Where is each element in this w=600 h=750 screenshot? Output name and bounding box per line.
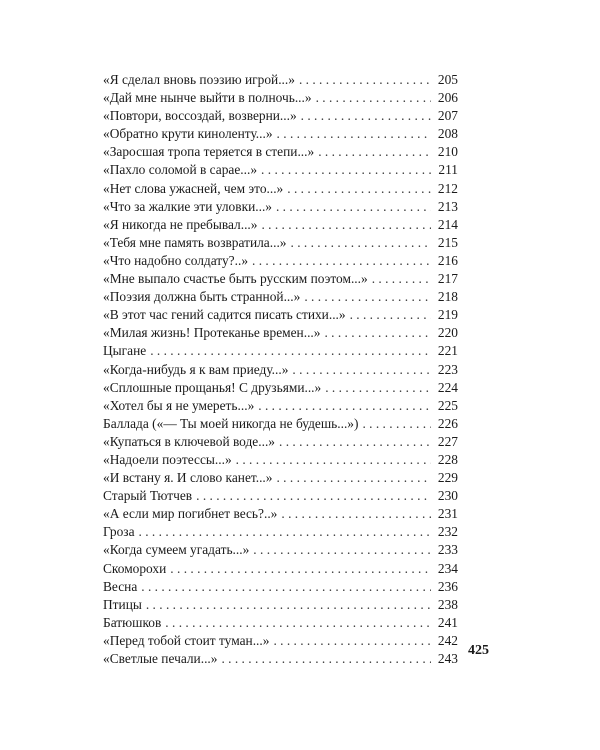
dot-leader <box>252 252 431 270</box>
toc-entry-title: Весна <box>103 578 138 594</box>
toc-entry-page: 214 <box>437 216 458 232</box>
toc-entry-page: 236 <box>437 578 458 594</box>
toc-entry-title: Баллада («— Ты моей никогда не будешь...») <box>103 415 359 431</box>
toc-entry-page: 226 <box>437 415 458 431</box>
toc-entry <box>103 379 458 397</box>
toc-entry <box>103 523 458 541</box>
dot-leader <box>277 125 431 143</box>
dot-leader <box>236 451 431 469</box>
toc-entry-page: 224 <box>437 379 458 395</box>
toc-entry-title: «Дай мне нынче выйти в полночь...» <box>103 90 312 106</box>
dot-leader <box>318 143 431 161</box>
toc-entry-page: 208 <box>437 126 458 142</box>
dot-leader <box>304 288 431 306</box>
toc-entry-title: «Надоели поэтессы...» <box>103 451 232 467</box>
toc-entry-title: «И встану я. И слово канет...» <box>103 470 273 486</box>
toc-entry <box>103 433 458 451</box>
toc-entry-page: 241 <box>437 614 458 630</box>
toc-entry <box>103 324 458 342</box>
toc-entry-title: «Повтори, воссоздай, возверни...» <box>103 108 297 124</box>
toc-entry-title: «Перед тобой стоит туман...» <box>103 632 270 648</box>
toc-entry-page: 206 <box>437 90 458 106</box>
toc-entry-title: «Сплошные прощанья! С друзьями...» <box>103 379 322 395</box>
dot-leader <box>139 523 431 541</box>
toc-entry-page: 210 <box>437 144 458 160</box>
toc-entry-page: 243 <box>437 651 458 666</box>
dot-leader <box>350 306 431 324</box>
toc-entry <box>103 541 458 559</box>
dot-leader <box>276 198 431 216</box>
toc-entry-page: 213 <box>437 198 458 214</box>
dot-leader <box>316 89 431 107</box>
toc-entry-page: 234 <box>437 560 458 576</box>
toc-entry <box>103 596 458 614</box>
dot-leader <box>141 578 431 596</box>
dot-leader <box>279 433 431 451</box>
toc-entry-page: 215 <box>437 234 458 250</box>
toc-entry <box>103 198 458 216</box>
toc-entry-page: 229 <box>437 470 458 486</box>
toc-entry-title: Гроза <box>103 524 135 540</box>
toc-entry <box>103 397 458 415</box>
toc-entry-page: 220 <box>437 325 458 341</box>
dot-leader <box>276 469 431 487</box>
toc-entry <box>103 578 458 596</box>
dot-leader <box>146 596 431 614</box>
dot-leader <box>258 397 431 415</box>
toc-entry-title: «Что надобно солдату?..» <box>103 252 249 268</box>
toc-entry-title: Скоморохи <box>103 560 167 576</box>
toc-entry-page: 221 <box>437 343 458 359</box>
toc-entry-page: 212 <box>437 180 458 196</box>
toc-entry-page: 238 <box>437 596 458 612</box>
toc-entry-page: 216 <box>437 252 458 268</box>
toc-entry-title: Цыгане <box>103 343 147 359</box>
dot-leader <box>170 560 431 578</box>
toc-entry <box>103 180 458 198</box>
toc-entry <box>103 306 458 324</box>
toc-entry-title: Птицы <box>103 596 142 612</box>
toc-entry-title: «Я сделал вновь поэзию игрой...» <box>103 72 295 87</box>
toc-entry-title: «Я никогда не пребывал...» <box>103 216 258 232</box>
dot-leader <box>150 342 431 360</box>
dot-leader <box>292 361 431 379</box>
toc-entry <box>103 143 458 161</box>
dot-leader <box>253 541 431 559</box>
toc-entry-title: «Что за жалкие эти уловки...» <box>103 198 272 214</box>
table-of-contents <box>103 71 458 668</box>
dot-leader <box>291 234 432 252</box>
toc-entry-page: 242 <box>437 632 458 648</box>
dot-leader <box>261 161 431 179</box>
toc-entry-title: «Нет слова ужасней, чем это...» <box>103 180 284 196</box>
toc-entry <box>103 361 458 379</box>
toc-entry-title: «Пахло соломой в сарае...» <box>103 162 258 178</box>
toc-entry <box>103 71 458 89</box>
toc-entry-title: Батюшков <box>103 614 162 630</box>
toc-entry <box>103 216 458 234</box>
toc-entry-page: 231 <box>437 506 458 522</box>
toc-entry-page: 225 <box>437 397 458 413</box>
toc-entry-page: 211 <box>438 162 458 178</box>
toc-entry <box>103 487 458 505</box>
toc-entry-title: «Тебя мне память возвратила...» <box>103 234 287 250</box>
toc-entry-page: 232 <box>437 524 458 540</box>
toc-entry-page: 223 <box>437 361 458 377</box>
toc-entry-page: 227 <box>437 433 458 449</box>
toc-entry-title: «Заросшая тропа теряется в степи...» <box>103 144 315 160</box>
toc-entry <box>103 451 458 469</box>
toc-entry-title: «Поэзия должна быть странной...» <box>103 289 301 305</box>
toc-entry <box>103 89 458 107</box>
toc-entry <box>103 125 458 143</box>
toc-entry-title: «Купаться в ключевой воде...» <box>103 433 275 449</box>
toc-entry <box>103 252 458 270</box>
toc-entry-page: 218 <box>437 289 458 305</box>
toc-entry-page: 228 <box>437 451 458 467</box>
toc-entry <box>103 342 458 360</box>
toc-entry <box>103 270 458 288</box>
toc-entry <box>103 107 458 125</box>
dot-leader <box>273 632 431 650</box>
toc-entry <box>103 505 458 523</box>
dot-leader <box>299 71 431 89</box>
toc-entry-title: «Хотел бы я не умереть...» <box>103 397 255 413</box>
toc-entry <box>103 650 458 668</box>
toc-entry <box>103 614 458 632</box>
toc-entry-page: 217 <box>437 271 458 287</box>
dot-leader <box>324 324 431 342</box>
toc-entry <box>103 415 458 433</box>
dot-leader <box>372 270 431 288</box>
page-number: 425 <box>468 643 489 658</box>
dot-leader <box>362 415 431 433</box>
dot-leader <box>301 107 431 125</box>
toc-entry-title: «В этот час гений садится писать стихи...» <box>103 307 346 323</box>
dot-leader <box>261 216 431 234</box>
toc-entry-title: Старый Тютчев <box>103 488 193 504</box>
toc-entry-page: 219 <box>437 307 458 323</box>
toc-entry <box>103 560 458 578</box>
toc-entry-title: «Когда-нибудь я к вам приеду...» <box>103 361 289 377</box>
toc-entry-title: «Мне выпало счастье быть русским поэтом...» <box>103 271 368 287</box>
dot-leader <box>281 505 431 523</box>
toc-entry-page: 233 <box>437 542 458 558</box>
toc-entry <box>103 161 458 179</box>
dot-leader <box>325 379 431 397</box>
toc-entry <box>103 288 458 306</box>
toc-entry-page: 230 <box>437 488 458 504</box>
toc-entry-page: 205 <box>437 72 458 87</box>
dot-leader <box>221 650 431 668</box>
toc-entry-title: «Милая жизнь! Протеканье времен...» <box>103 325 321 341</box>
toc-entry-title: «Светлые печали...» <box>103 651 218 666</box>
toc-entry <box>103 234 458 252</box>
toc-entry-page: 207 <box>437 108 458 124</box>
toc-entry-title: «Обратно крути киноленту...» <box>103 126 273 142</box>
toc-entry <box>103 632 458 650</box>
dot-leader <box>287 180 431 198</box>
dot-leader <box>165 614 431 632</box>
toc-entry <box>103 469 458 487</box>
toc-entry-title: «Когда сумеем угадать...» <box>103 542 250 558</box>
dot-leader <box>196 487 431 505</box>
toc-entry-title: «А если мир погибнет весь?..» <box>103 506 278 522</box>
